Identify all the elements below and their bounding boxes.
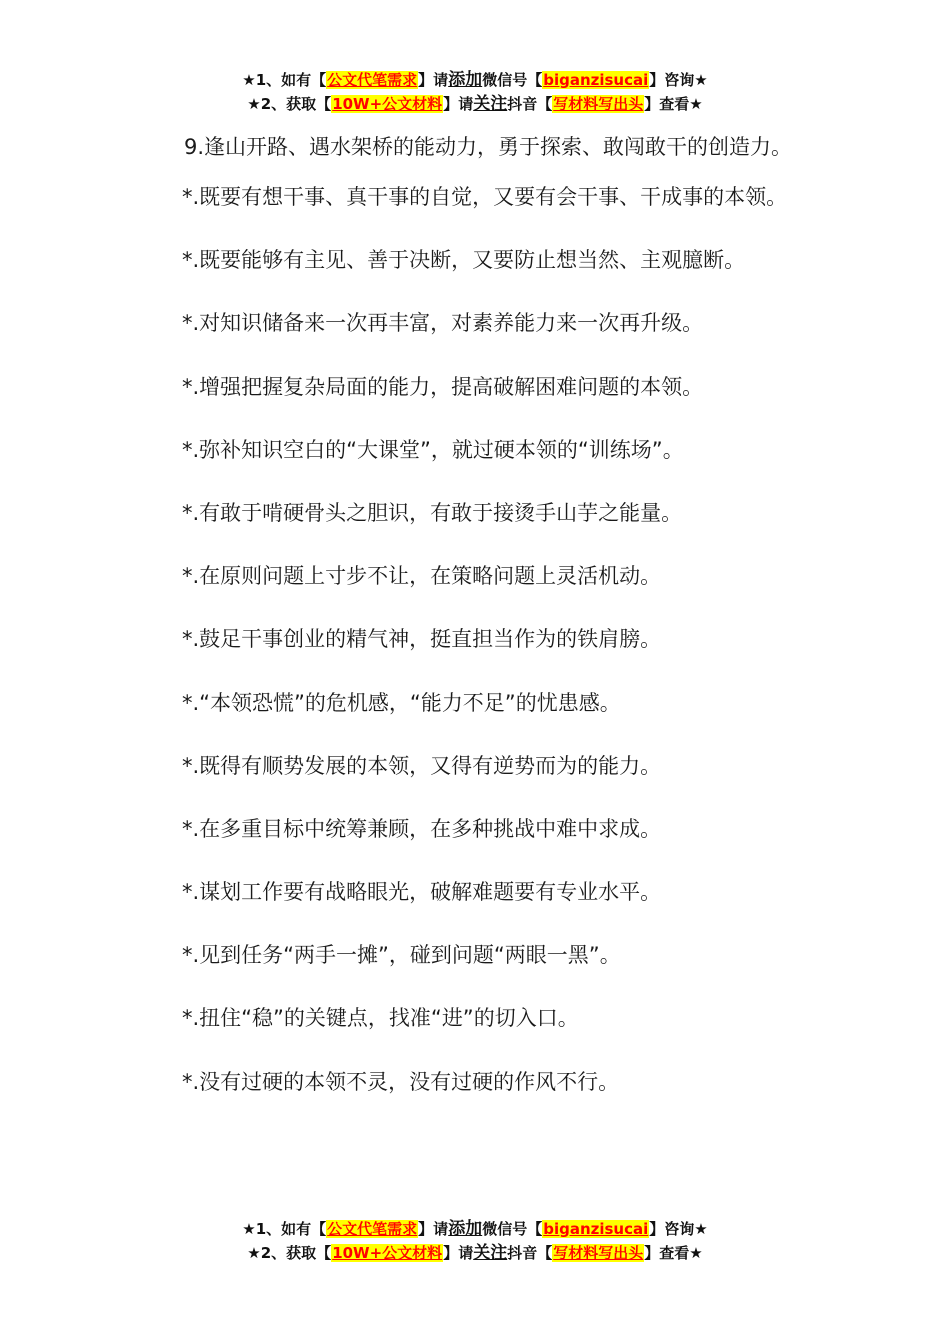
footer-douyin-account[interactable]: 写材料写出头	[553, 1244, 644, 1262]
phrase-list	[144, 182, 824, 1130]
header-line-1: ★1、如有【公文代笔需求】请添加微信号【biganzisucai】咨询★	[242, 70, 708, 90]
footer-highlight-service: 公文代笔需求	[327, 1220, 418, 1238]
footer-wechat-id[interactable]: biganzisucai	[543, 1220, 649, 1238]
list-item: *.“本领恐慌”的危机感，“能力不足”的忧患感。	[182, 690, 621, 715]
header-banner	[0, 68, 950, 116]
footer-banner	[0, 1217, 950, 1265]
header-highlight-materials: 10W+公文材料	[332, 95, 443, 113]
footer-line-1: ★1、如有【公文代笔需求】请添加微信号【biganzisucai】咨询★	[242, 1219, 708, 1239]
footer-highlight-materials: 10W+公文材料	[332, 1244, 443, 1262]
list-item: *.有敢于啃硬骨头之胆识，有敢于接烫手山芋之能量。	[182, 500, 683, 525]
list-item: *.见到任务“两手一摊”，碰到问题“两眼一黑”。	[182, 943, 621, 968]
document-body	[144, 122, 824, 1130]
list-item: *.谋划工作要有战略眼光，破解难题要有专业水平。	[182, 880, 662, 905]
footer-line-2: ★2、获取【10W+公文材料】请关注抖音【写材料写出头】查看★	[247, 1243, 703, 1263]
list-item: *.扭住“稳”的关键点，找准“进”的切入口。	[182, 1006, 579, 1031]
list-item: *.对知识储备来一次再丰富，对素养能力来一次再升级。	[182, 311, 704, 336]
list-item: *.鼓足干事创业的精气神，挺直担当作为的铁肩膀。	[182, 627, 662, 652]
list-item: *.既要能够有主见、善于决断，又要防止想当然、主观臆断。	[182, 248, 746, 273]
list-item: *.没有过硬的本领不灵，没有过硬的作风不行。	[182, 1069, 620, 1094]
list-item: *.弥补知识空白的“大课堂”，就过硬本领的“训练场”。	[182, 437, 684, 462]
list-item: *.既要有想干事、真干事的自觉，又要有会干事、干成事的本领。	[182, 185, 788, 209]
header-highlight-service: 公文代笔需求	[327, 71, 418, 89]
section-intro: 9.逢山开路、遇水架桥的能动力，勇于探索、敢闯敢干的创造力。	[184, 135, 793, 159]
header-line-2: ★2、获取【10W+公文材料】请关注抖音【写材料写出头】查看★	[247, 94, 703, 114]
list-item: *.在多重目标中统筹兼顾，在多种挑战中难中求成。	[182, 816, 662, 841]
list-item: *.既得有顺势发展的本领，又得有逆势而为的能力。	[182, 753, 662, 778]
header-wechat-id[interactable]: biganzisucai	[543, 71, 649, 89]
list-item: *.在原则问题上寸步不让，在策略问题上灵活机动。	[182, 564, 662, 589]
list-item: *.增强把握复杂局面的能力，提高破解困难问题的本领。	[182, 374, 704, 399]
header-douyin-account[interactable]: 写材料写出头	[553, 95, 644, 113]
